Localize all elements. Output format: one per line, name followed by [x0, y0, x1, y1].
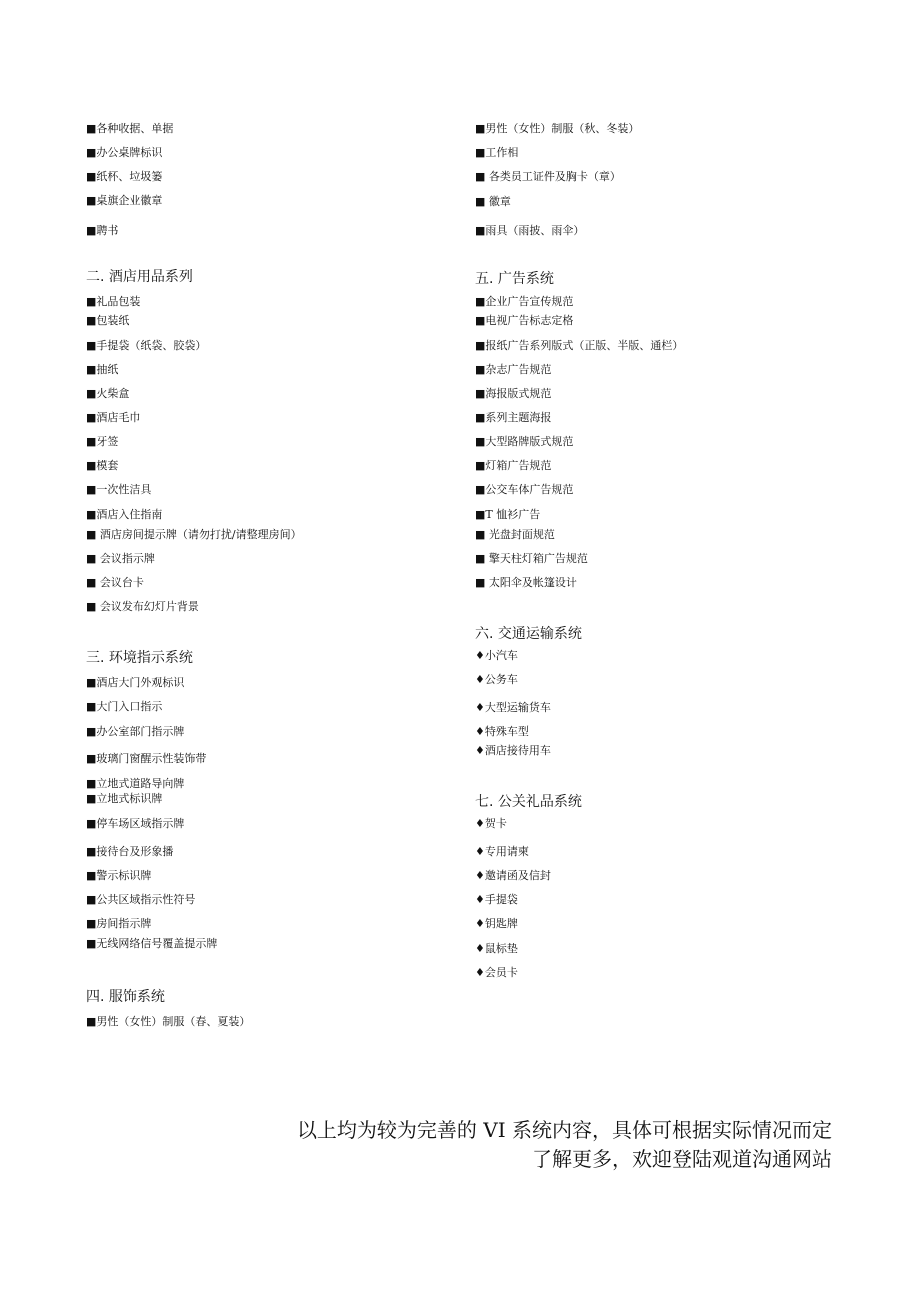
list-item: ♦专用请柬 — [475, 845, 529, 858]
section-heading-pr-gifts: 七. 公关礼品系统 — [475, 794, 582, 810]
list-item: ■报纸广告系列版式（正版、半版、通栏） — [475, 339, 684, 352]
list-item: ♦会员卡 — [475, 966, 518, 979]
list-item: ■停车场区域指示牌 — [86, 817, 185, 830]
list-item: ■立地式道路导向牌 — [86, 777, 185, 790]
list-item: ■警示标识牌 — [86, 869, 152, 882]
list-item: ■ 会议发布幻灯片背景 — [86, 600, 199, 613]
left-column — [86, 0, 486, 1301]
list-item: ♦贺卡 — [475, 817, 507, 830]
list-item: ■立地式标识牌 — [86, 792, 163, 805]
list-item: ■模套 — [86, 459, 119, 472]
list-item: ■ 酒店房间提示牌（请勿打扰/请整理房间） — [86, 528, 302, 541]
section-heading-advertising: 五. 广告系统 — [475, 271, 554, 287]
list-item: ■公交车体广告规范 — [475, 483, 574, 496]
right-column — [475, 0, 875, 1301]
footer-note: 以上均为较为完善的 VI 系统内容，具体可根据实际情况而定 — [296, 1118, 832, 1142]
list-item: ♦手提袋 — [475, 893, 518, 906]
list-item: ■办公室部门指示牌 — [86, 725, 185, 738]
list-item: ■包装纸 — [86, 314, 130, 327]
list-item: ■酒店大门外观标识 — [86, 676, 185, 689]
list-item: ■ 会议指示牌 — [86, 552, 155, 565]
list-item: ♦小汽车 — [475, 649, 518, 662]
list-item: ■礼品包装 — [86, 295, 141, 308]
list-item: ■房间指示牌 — [86, 917, 152, 930]
list-item: ■办公桌牌标识 — [86, 146, 163, 159]
list-item: ■企业广告宣传规范 — [475, 295, 574, 308]
list-item: ■聘书 — [86, 224, 119, 237]
list-item: ■牙签 — [86, 435, 119, 448]
list-item: ■一次性洁具 — [86, 483, 152, 496]
list-item: ■ 各类员工证件及胸卡（章） — [475, 170, 621, 183]
list-item: ■ 徽章 — [475, 195, 511, 208]
list-item: ■酒店入住指南 — [86, 508, 163, 521]
list-item: ♦邀请函及信封 — [475, 869, 551, 882]
section-heading-hotel-supplies: 二. 酒店用品系列 — [86, 269, 193, 285]
section-heading-apparel: 四. 服饰系统 — [86, 989, 165, 1005]
list-item: ■火柴盒 — [86, 387, 130, 400]
list-item: ♦钥匙牌 — [475, 917, 518, 930]
list-item: ■接待台及形象播 — [86, 845, 174, 858]
list-item: ■工作相 — [475, 146, 519, 159]
list-item: ♦大型运输货车 — [475, 701, 551, 714]
list-item: ■电视广告标志定格 — [475, 314, 574, 327]
list-item: ■男性（女性）制服（春、夏装） — [86, 1015, 251, 1028]
section-heading-environment-signage: 三. 环境指示系统 — [86, 650, 193, 666]
list-item: ■灯箱广告规范 — [475, 459, 552, 472]
list-item: ■无线网络信号覆盖提示牌 — [86, 937, 218, 950]
list-item: ■男性（女性）制服（秋、冬装） — [475, 122, 640, 135]
list-item: ■ 太阳伞及帐篷设计 — [475, 576, 577, 589]
list-item: ■各种收据、单据 — [86, 122, 174, 135]
list-item: ♦酒店接待用车 — [475, 744, 551, 757]
list-item: ■T 恤衫广告 — [475, 508, 541, 521]
list-item: ■ 会议台卡 — [86, 576, 144, 589]
list-item: ■ 光盘封面规范 — [475, 528, 555, 541]
list-item: ■大型路牌版式规范 — [475, 435, 574, 448]
list-item: ■酒店毛巾 — [86, 411, 141, 424]
list-item: ■ 擎天柱灯箱广告规范 — [475, 552, 588, 565]
list-item: ■桌旗企业徽章 — [86, 194, 163, 207]
list-item: ■公共区域指示性符号 — [86, 893, 196, 906]
list-item: ♦鼠标垫 — [475, 942, 518, 955]
list-item: ■海报版式规范 — [475, 387, 552, 400]
section-heading-transport: 六. 交通运输系统 — [475, 626, 582, 642]
list-item: ■纸杯、垃圾篓 — [86, 170, 163, 183]
list-item: ■抽纸 — [86, 363, 119, 376]
list-item: ■雨具（雨披、雨伞） — [475, 224, 585, 237]
list-item: ■玻璃门窗醒示性装饰带 — [86, 752, 207, 765]
list-item: ■系列主题海报 — [475, 411, 552, 424]
footer-website-invite: 了解更多，欢迎登陆观道沟通网站 — [532, 1147, 832, 1171]
list-item: ■手提袋（纸袋、胶袋） — [86, 339, 207, 352]
list-item: ■大门入口指示 — [86, 700, 163, 713]
list-item: ♦特殊车型 — [475, 725, 529, 738]
list-item: ■杂志广告规范 — [475, 363, 552, 376]
list-item: ♦公务车 — [475, 673, 518, 686]
